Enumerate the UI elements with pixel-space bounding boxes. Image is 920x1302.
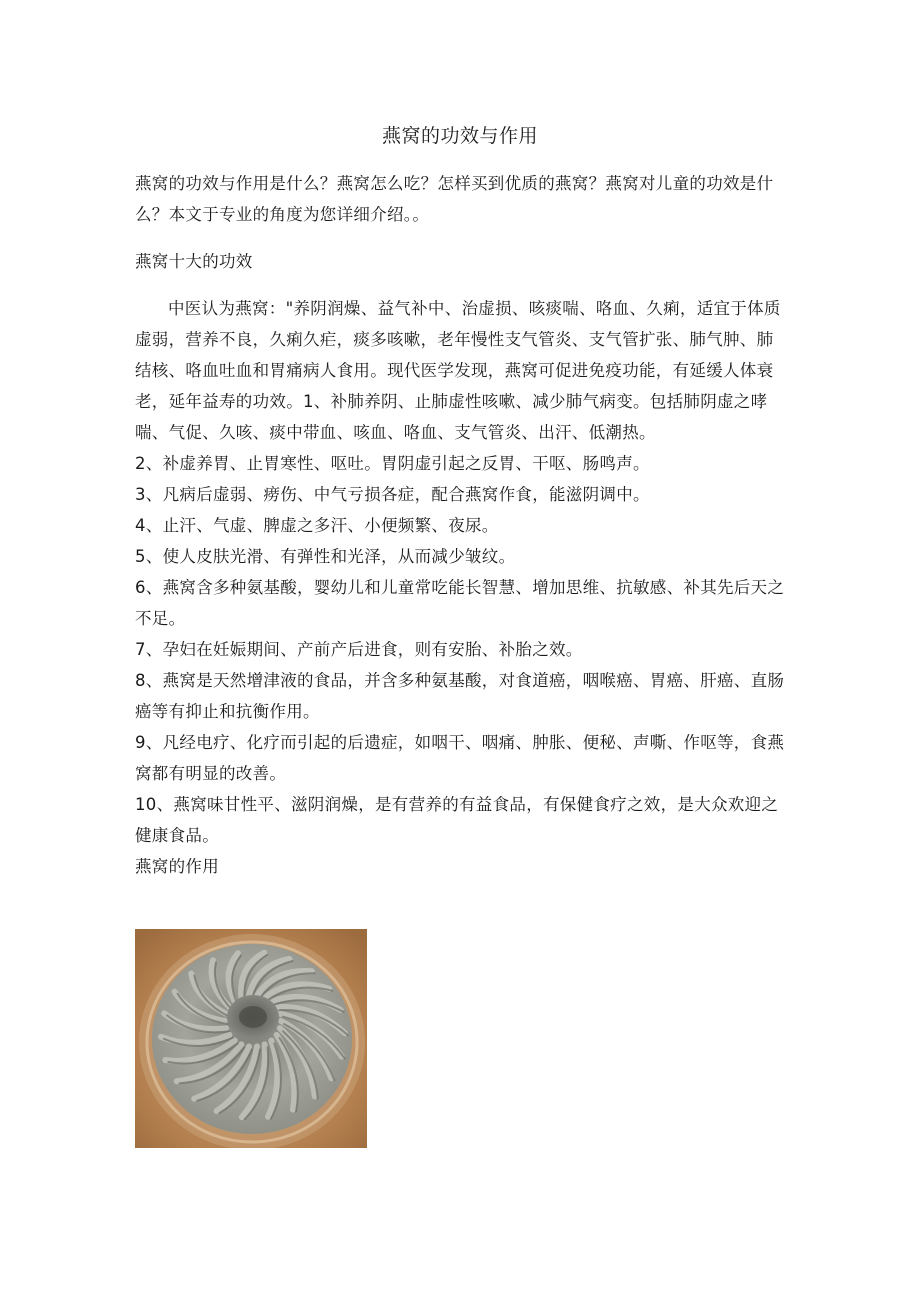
intro-paragraph: 燕窝的功效与作用是什么？燕窝怎么吃？怎样买到优质的燕窝？燕窝对儿童的功效是什么？本文于专业的角度为您详细介绍。。 <box>135 174 774 224</box>
section-heading-uses: 燕窝的作用 <box>135 857 219 876</box>
effect-item-6: 6、燕窝含多种氨基酸，婴幼儿和儿童常吃能长智慧、增加思维、抗敏感、补其先后天之不足。 <box>135 578 785 628</box>
effect-item-7: 7、孕妇在妊娠期间、产前产后进食，则有安胎、补胎之效。 <box>135 640 583 659</box>
document-title: 燕窝的功效与作用 <box>381 125 538 147</box>
effect-item-10: 10、燕窝味甘性平、滋阴润燥，是有营养的有益食品，有保健食疗之效，是大众欢迎之健康食品。 <box>135 795 779 845</box>
effect-item-9: 9、凡经电疗、化疗而引起的后遗症，如咽干、咽痛、肿胀、便秘、声嘶、作呕等，食燕窝都有明显的改善。 <box>135 733 785 783</box>
effect-item-5: 5、使人皮肤光滑、有弹性和光泽，从而减少皱纹。 <box>135 547 516 566</box>
birds-nest-photo <box>135 929 367 1148</box>
document-body <box>135 168 785 898</box>
effects-paragraph: 中医认为燕窝："养阴润燥、益气补中、治虚损、咳痰喘、咯血、久痢，适宜于体质虚弱，营养不良，久痢久疟，痰多咳嗽，老年慢性支气管炎、支气管扩张、肺气肿、肺结核、咯血吐血和胃痛病人食用。现代医学发现，燕窝可促进免疫功能，有延缓人体衰老，延年益寿的功效。1、补肺养阴、止肺虚性咳嗽、减少肺气病变。包括肺阴虚之哮喘、气促、久咳、痰中带血、咳血、咯血、支气管炎、出汗、低潮热。 <box>135 299 781 442</box>
effect-item-2: 2、补虚养胃、止胃寒性、呕吐。胃阴虚引起之反胃、干呕、肠鸣声。 <box>135 454 650 473</box>
effect-item-4: 4、止汗、气虚、脾虚之多汗、小便频繁、夜尿。 <box>135 516 499 535</box>
effect-item-3: 3、凡病后虚弱、痨伤、中气亏损各症，配合燕窝作食，能滋阴调中。 <box>135 485 650 504</box>
effect-item-8: 8、燕窝是天然增津液的食品，并含多种氨基酸，对食道癌，咽喉癌、胃癌、肝癌、直肠癌等有抑止和抗衡作用。 <box>135 671 785 721</box>
section-heading-effects: 燕窝十大的功效 <box>135 252 253 271</box>
